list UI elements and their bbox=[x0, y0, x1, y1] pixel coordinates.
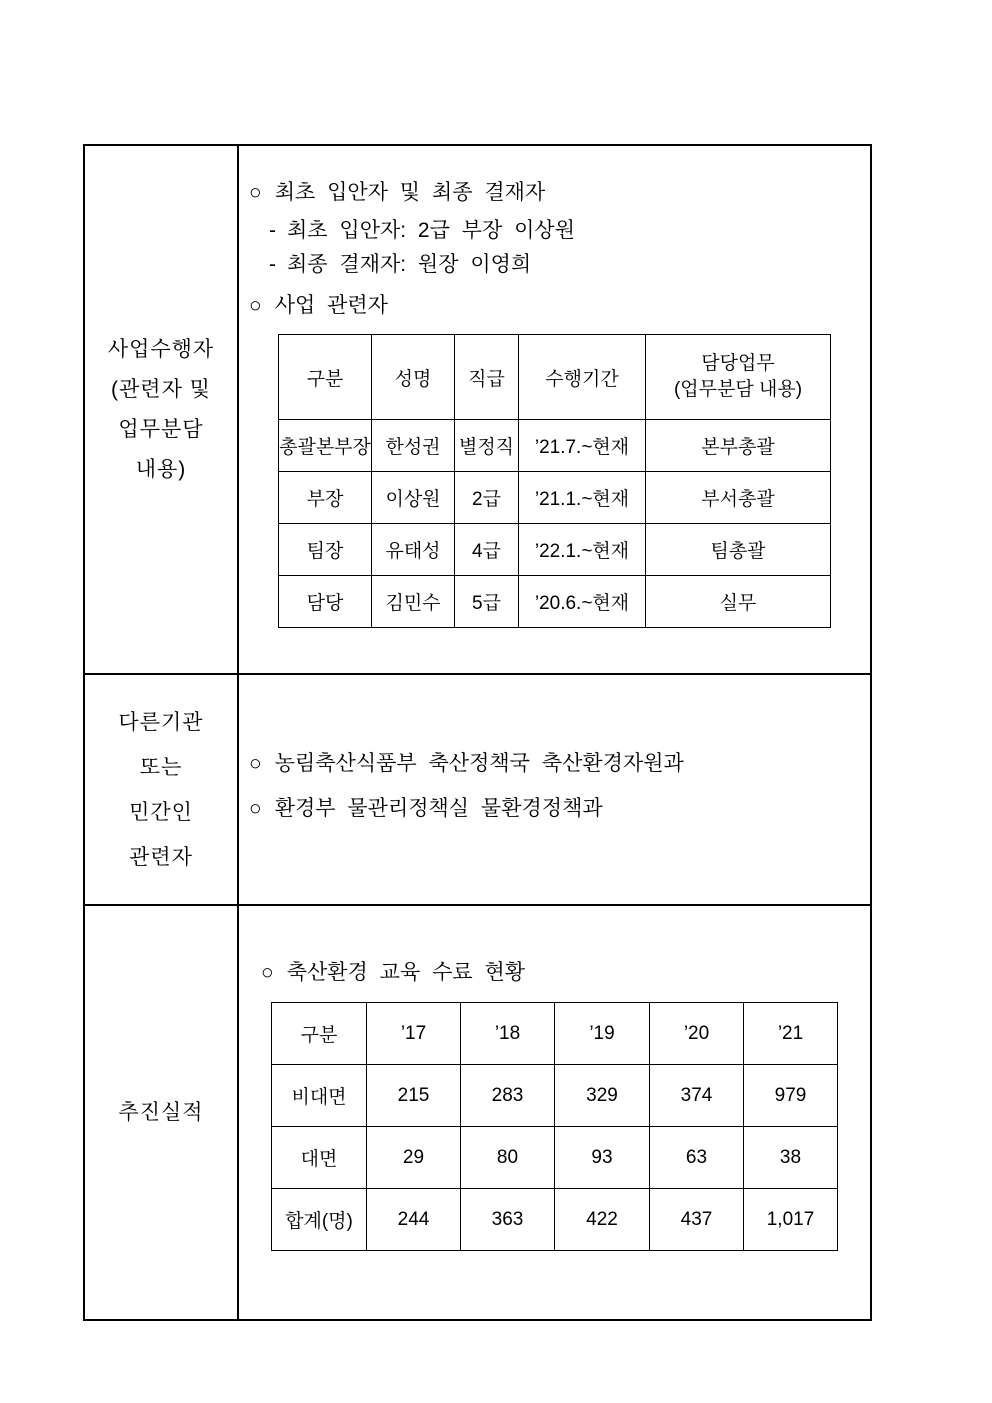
label-line: 사업수행자 bbox=[107, 337, 215, 361]
bullet-related-persons bbox=[249, 291, 870, 321]
bullet-text: 최초 입안자 및 최종 결재자 bbox=[274, 181, 546, 204]
table-cell: ’22.1.~현재 bbox=[519, 524, 646, 576]
label-line: 민간인 bbox=[129, 800, 193, 824]
header-year-18: ’18 bbox=[461, 1003, 555, 1065]
label-line: 또는 bbox=[139, 755, 183, 779]
circle-bullet-icon: ○ bbox=[249, 797, 262, 820]
table-cell: 대면 bbox=[272, 1127, 367, 1189]
table-cell: 29 bbox=[367, 1127, 461, 1189]
table-row bbox=[279, 524, 831, 576]
table-row bbox=[279, 576, 831, 628]
table-cell: 215 bbox=[367, 1065, 461, 1127]
dash-bullet-icon: - bbox=[269, 253, 276, 276]
table-cell: 팀총괄 bbox=[646, 524, 831, 576]
table-cell: ’21.7.~현재 bbox=[519, 420, 646, 472]
label-line: 관련자 bbox=[129, 845, 193, 869]
table-cell: 본부총괄 bbox=[646, 420, 831, 472]
performer-row-content bbox=[239, 146, 870, 673]
label-line: (관련자 및 bbox=[111, 377, 211, 401]
table-cell: 437 bbox=[650, 1189, 744, 1251]
table-cell: 363 bbox=[461, 1189, 555, 1251]
results-row-content bbox=[239, 906, 870, 1319]
sub-final-approver bbox=[269, 250, 870, 280]
table-cell: 80 bbox=[461, 1127, 555, 1189]
table-cell: 244 bbox=[367, 1189, 461, 1251]
sub-text: 최종 결재자: 원장 이영희 bbox=[287, 253, 532, 276]
label-line: 내용) bbox=[135, 457, 187, 481]
header-period: 수행기간 bbox=[519, 335, 646, 420]
circle-bullet-icon: ○ bbox=[249, 294, 262, 317]
table-cell: 총괄본부장 bbox=[279, 420, 372, 472]
table-cell: 부장 bbox=[279, 472, 372, 524]
performer-table bbox=[278, 334, 831, 628]
table-cell: 5급 bbox=[455, 576, 519, 628]
header-year-20: ’20 bbox=[650, 1003, 744, 1065]
bullet-text: 사업 관련자 bbox=[274, 294, 388, 317]
table-cell: 283 bbox=[461, 1065, 555, 1127]
header-name: 성명 bbox=[372, 335, 455, 420]
bullet-org-me bbox=[249, 794, 870, 824]
table-cell: 한성권 bbox=[372, 420, 455, 472]
outer-table bbox=[83, 144, 872, 1321]
table-row bbox=[279, 472, 831, 524]
bullet-text: 축산환경 교육 수료 현황 bbox=[286, 961, 526, 984]
table-cell: 63 bbox=[650, 1127, 744, 1189]
table-cell: 별정직 bbox=[455, 420, 519, 472]
header-grade: 직급 bbox=[455, 335, 519, 420]
table-cell: 실무 bbox=[646, 576, 831, 628]
table-cell: 329 bbox=[555, 1065, 650, 1127]
table-cell: 422 bbox=[555, 1189, 650, 1251]
table-cell: 비대면 bbox=[272, 1065, 367, 1127]
header-duty bbox=[646, 335, 831, 420]
other-org-row-content bbox=[239, 675, 870, 904]
label-line: 다른기관 bbox=[118, 710, 204, 734]
header-year-17: ’17 bbox=[367, 1003, 461, 1065]
bullet-drafter-approver bbox=[249, 178, 870, 208]
bullet-org-mafra bbox=[249, 749, 870, 779]
bullet-education-status bbox=[261, 958, 870, 988]
results-table-header-row bbox=[272, 1003, 838, 1065]
bullet-text: 농림축산식품부 축산정책국 축산환경자원과 bbox=[274, 752, 684, 775]
results-table bbox=[271, 1002, 838, 1251]
table-cell: 김민수 bbox=[372, 576, 455, 628]
dash-bullet-icon: - bbox=[269, 219, 276, 242]
table-row bbox=[272, 1065, 838, 1127]
sub-first-drafter bbox=[269, 216, 870, 246]
table-cell: 1,017 bbox=[744, 1189, 838, 1251]
circle-bullet-icon: ○ bbox=[249, 181, 262, 204]
table-row bbox=[272, 1189, 838, 1251]
header-gubun: 구분 bbox=[279, 335, 372, 420]
row-other-organizations bbox=[85, 675, 870, 906]
table-cell: ’20.6.~현재 bbox=[519, 576, 646, 628]
header-year-19: ’19 bbox=[555, 1003, 650, 1065]
bullet-text: 환경부 물관리정책실 물환경정책과 bbox=[274, 797, 603, 820]
performer-row-label bbox=[85, 146, 239, 673]
label-line: 추진실적 bbox=[118, 1100, 204, 1124]
header-duty-line1: 담당업무 bbox=[701, 353, 775, 374]
table-cell: 374 bbox=[650, 1065, 744, 1127]
table-cell: 유태성 bbox=[372, 524, 455, 576]
sub-text: 최초 입안자: 2급 부장 이상원 bbox=[287, 219, 575, 242]
table-cell: 팀장 bbox=[279, 524, 372, 576]
header-gubun: 구분 bbox=[272, 1003, 367, 1065]
table-cell: 이상원 bbox=[372, 472, 455, 524]
header-duty-line2: (업무분담 내용) bbox=[673, 379, 803, 400]
performer-table-header-row bbox=[279, 335, 831, 420]
label-line: 업무분담 bbox=[118, 417, 204, 441]
table-cell: 93 bbox=[555, 1127, 650, 1189]
table-cell: 합계(명) bbox=[272, 1189, 367, 1251]
results-row-label bbox=[85, 906, 239, 1319]
row-project-performer bbox=[85, 146, 870, 675]
header-year-21: ’21 bbox=[744, 1003, 838, 1065]
other-org-row-label bbox=[85, 675, 239, 904]
table-cell: 담당 bbox=[279, 576, 372, 628]
table-cell: ’21.1.~현재 bbox=[519, 472, 646, 524]
circle-bullet-icon: ○ bbox=[249, 752, 262, 775]
circle-bullet-icon: ○ bbox=[261, 961, 274, 984]
table-row bbox=[279, 420, 831, 472]
table-cell: 979 bbox=[744, 1065, 838, 1127]
table-cell: 38 bbox=[744, 1127, 838, 1189]
table-cell: 4급 bbox=[455, 524, 519, 576]
table-cell: 2급 bbox=[455, 472, 519, 524]
table-cell: 부서총괄 bbox=[646, 472, 831, 524]
table-row bbox=[272, 1127, 838, 1189]
row-performance-results bbox=[85, 906, 870, 1319]
